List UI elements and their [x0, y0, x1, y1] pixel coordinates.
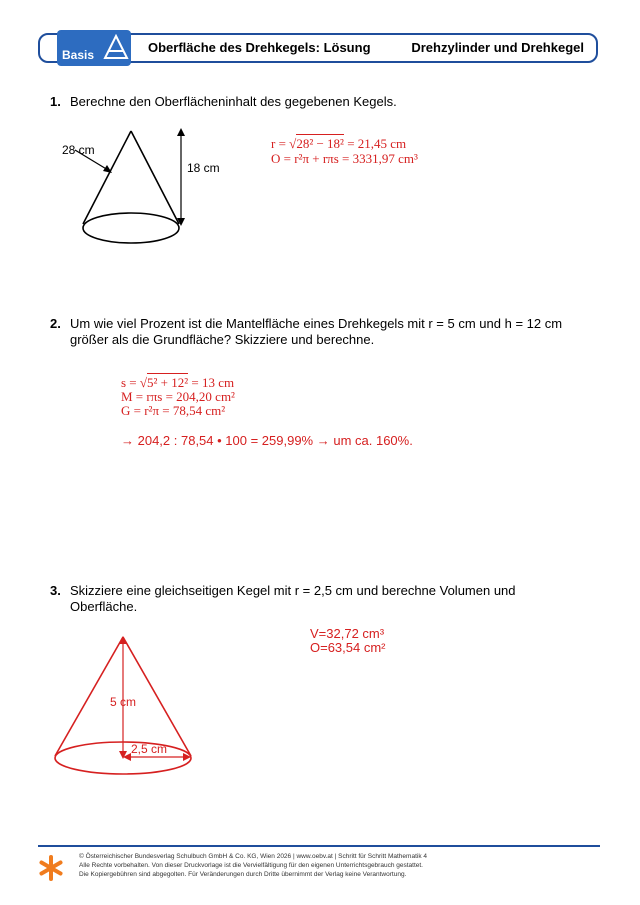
- task1-answer-r: r = √28² − 18² = 21,45 cm: [271, 136, 407, 151]
- task2-answer-s: s = √5² + 12² = 13 cm: [121, 375, 235, 390]
- level-badge-label: Basis: [62, 48, 95, 62]
- task2-answer-g: G = r²π = 78,54 cm²: [121, 403, 226, 418]
- footer-line-1: © Österreichischer Bundesverlag Schulbuch GmbH & Co. KG, Wien 2026 | www.oebv.at | Schritt für Schritt Mathematik 4: [79, 853, 427, 860]
- footer-line-3: Die Kopiergebühren sind abgegolten. Für Veränderungen durch Dritte übernimmt der Verlag keine Verantwortung.: [79, 871, 407, 878]
- task3-height-label: 5 cm: [110, 695, 137, 709]
- task2-number: 2.: [50, 316, 61, 331]
- task2-text-line1: Um wie viel Prozent ist die Mantelfläche eines Drehkegels mit r = 5 cm und h = 12 cm: [70, 316, 563, 331]
- task1-cone-figure: [55, 120, 200, 250]
- task3-text: Skizziere eine gleichseitigen Kegel mit r = 2,5 cm und berechne Volumen und Oberfläche.: [70, 583, 516, 614]
- footer-line-2: Alle Rechte vorbehalten. Von dieser Druckvorlage ist die Vervielfältigung für den eigenen Unterrichtsgebrauch gestattet.: [79, 862, 423, 869]
- task2-text-line2: größer als die Grundfläche? Skizziere und berechne.: [70, 332, 375, 347]
- publisher-logo-icon: [38, 853, 64, 883]
- pyramid-icon: [103, 34, 129, 62]
- task3-number: 3.: [50, 583, 61, 598]
- task1-height-label: 18 cm: [187, 161, 220, 175]
- task3-radius-label: 2,5 cm: [131, 742, 168, 756]
- task1-number: 1.: [50, 94, 61, 109]
- task3-answer-o: O=63,54 cm²: [310, 640, 386, 655]
- footer-copyright: [79, 852, 599, 879]
- subject-title: Drehzylinder und Drehkegel: [411, 40, 584, 55]
- task2-answer-result: → 204,2 : 78,54 • 100 = 259,99% → um ca. 160%.: [121, 433, 413, 448]
- task2-answer-m: M = rπs = 204,20 cm²: [121, 389, 235, 404]
- task1-answer-o: O = r²π + rπs = 3331,97 cm³: [271, 151, 418, 166]
- task1-cone-base: [83, 213, 179, 243]
- footer-rule: [38, 845, 600, 847]
- task3-answer-v: V=32,72 cm³: [310, 626, 385, 641]
- task1-slant-label: 28 cm: [62, 143, 95, 157]
- task1-text: Berechne den Oberflächeninhalt des gegebenen Kegels.: [70, 94, 397, 109]
- page-title: Oberfläche des Drehkegels: Lösung: [148, 40, 371, 55]
